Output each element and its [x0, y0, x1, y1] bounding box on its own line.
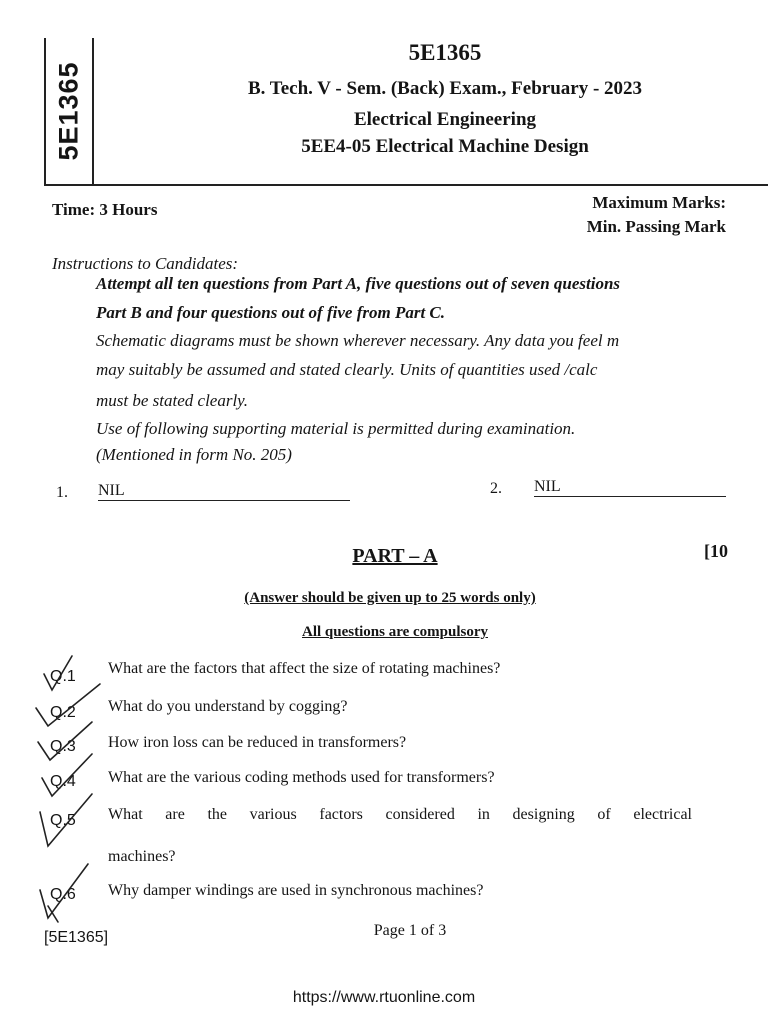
question-text: What are the factors that affect the size of rotating machines? [108, 660, 501, 677]
header-divider [44, 184, 768, 186]
page-number: Page 1 of 3 [373, 922, 447, 939]
question-text: What are the various coding methods used for transformers? [108, 769, 495, 786]
material-value: NIL [98, 482, 125, 499]
question-number: Q.4 [50, 773, 76, 790]
instruction-line: Schematic diagrams must be shown wherever necessary. Any data you feel m [96, 331, 620, 350]
question-text-continued: machines? [108, 848, 176, 865]
subject-title: 5EE4-05 Electrical Machine Design [301, 136, 589, 157]
tick-mark-icon [48, 906, 58, 922]
material-item [534, 478, 726, 497]
part-a-marks: [10 [704, 541, 728, 561]
time-allowed: Time: 3 Hours [52, 200, 158, 219]
question-number: Q.1 [50, 668, 76, 685]
instruction-line: must be stated clearly. [96, 391, 249, 410]
instruction-line: may suitably be assumed and stated clearly. Units of quantities used /calc [96, 360, 598, 379]
side-code-box [44, 38, 94, 186]
question-text: How iron loss can be reduced in transformers? [108, 734, 407, 751]
question-number: Q.3 [50, 738, 76, 755]
instruction-line: Use of following supporting material is permitted during examination. [96, 419, 576, 438]
instruction-line: (Mentioned in form No. 205) [96, 445, 292, 464]
instruction-line: Attempt all ten questions from Part A, five questions out of seven questions [96, 274, 621, 293]
instruction-line: Part B and four questions out of five from Part C. [96, 303, 446, 322]
branch-name: Electrical Engineering [353, 109, 537, 130]
material-number: 2. [490, 480, 502, 497]
maximum-marks: Maximum Marks: [592, 193, 726, 212]
exam-title: B. Tech. V - Sem. (Back) Exam., February - 2023 [247, 78, 643, 99]
footer-paper-code: [5E1365] [44, 929, 109, 946]
part-a-word-limit: (Answer should be given up to 25 words only) [244, 590, 536, 606]
question-text: Why damper windings are used in synchronous machines? [108, 882, 484, 899]
question-number: Q.6 [50, 886, 76, 903]
instructions-heading: Instructions to Candidates: [52, 254, 239, 273]
part-a-compulsory-note: All questions are compulsory [302, 624, 488, 640]
question-text: What do you understand by cogging? [108, 698, 348, 715]
material-value: NIL [534, 478, 561, 495]
paper-code: 5E1365 [408, 40, 482, 65]
part-a-title: PART – A [352, 545, 438, 567]
min-passing-marks: Min. Passing Mark [586, 217, 726, 236]
source-url: https://www.rtuonline.com [292, 989, 476, 1006]
side-paper-code: 5E1365 [53, 61, 84, 161]
question-number: Q.5 [50, 812, 76, 829]
question-text: What are the various factors considered in designing of electrical [108, 806, 692, 823]
material-item [98, 482, 350, 501]
material-number: 1. [56, 484, 68, 501]
question-number: Q.2 [50, 704, 76, 721]
